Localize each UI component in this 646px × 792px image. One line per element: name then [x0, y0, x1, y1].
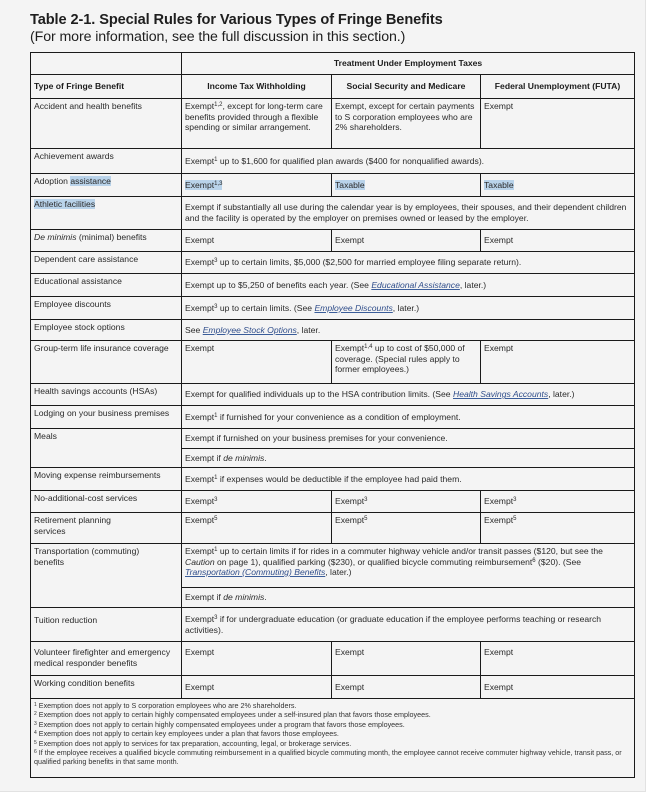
futa-cell: Exempt — [481, 642, 635, 676]
all-taxes-cell: See Employee Stock Options, later. — [182, 320, 635, 341]
benefit-name: Achievement awards — [31, 149, 182, 174]
educational-assistance-link[interactable]: Educational Assistance — [371, 279, 460, 290]
table-row — [31, 608, 635, 642]
table-row — [31, 297, 635, 320]
income-tax-cell: Exempt — [182, 642, 332, 676]
selected-text[interactable]: assistance — [70, 176, 111, 186]
employee-discounts-link[interactable]: Employee Discounts — [314, 302, 393, 313]
benefit-name: Employee discounts — [31, 297, 182, 320]
all-taxes-cell: Exempt if de minimis. — [182, 449, 635, 468]
all-taxes-cell: Exempt$^1$ up to $1,600 for qualified plan awards ($400 for nonqualified awards). — [182, 149, 635, 174]
blank-header-cell — [31, 53, 182, 75]
selected-text[interactable]: Taxable — [335, 179, 365, 190]
table-row — [31, 429, 635, 449]
ss-medicare-cell: Exempt, except for certain payments to S corporation employees who are 2% shareholders. — [332, 99, 481, 149]
all-taxes-cell: Exempt$^1$ if expenses would be deductible if the employee had paid them. — [182, 468, 635, 491]
table-row — [31, 274, 635, 297]
ss-medicare-cell: Exempt$^{1,4}$ up to cost of $50,000 of coverage. (Special rules apply to former employees.) — [332, 341, 481, 384]
futa-cell: Exempt — [481, 230, 635, 252]
col-header-income-tax: Income Tax Withholding — [182, 75, 332, 99]
table-row — [31, 406, 635, 429]
table-row — [31, 384, 635, 406]
benefit-name: Group-term life insurance coverage — [31, 341, 182, 384]
table-title: Table 2-1. Special Rules for Various Types of Fringe Benefits — [30, 12, 443, 28]
benefit-name: Dependent care assistance — [31, 252, 182, 274]
table-row — [31, 149, 635, 174]
futa-cell: Exempt — [481, 99, 635, 149]
table-row — [31, 544, 635, 588]
table-subtitle: (For more information, see the full discussion in this section.) — [30, 29, 406, 45]
all-taxes-cell: Exempt$^3$ up to certain limits, $5,000 ($2,500 for married employee filing separate return). — [182, 252, 635, 274]
ss-medicare-cell: Exempt — [332, 230, 481, 252]
income-tax-cell: Exempt — [182, 676, 332, 699]
footnote: $^6$ If the employee receives a qualified bicycle commuting reimbursement in a qualified bicycle commuting month, the employee cannot receive commuter highway vehicle, transit pass, or qualified parking benefits in that same month. — [34, 748, 622, 767]
benefit-name: Transportation (commuting) benefits — [31, 544, 182, 608]
income-tax-cell: Exempt$^{1,2}$, except for long-term care benefits provided through a flexible spending or similar arrangement. — [182, 99, 332, 149]
table-row — [31, 491, 635, 513]
all-taxes-cell: Exempt$^1$ if furnished for your convenience as a condition of employment. — [182, 406, 635, 429]
all-taxes-cell: Exempt if substantially all use during the calendar year is by employees, their spouses, and their dependent children and the facility is operated by the employer on premises owned or leased by the employer. — [182, 197, 635, 230]
all-taxes-cell: Exempt$^3$ if for undergraduate education (or graduate education if the employee performs teaching or research activities). — [182, 608, 635, 642]
col-header-ss-medicare: Social Security and Medicare — [332, 75, 481, 99]
footnote: $^4$ Exemption does not apply to certain key employees under a plan that favors those employees. — [34, 729, 339, 739]
table-row — [31, 197, 635, 230]
benefit-name: Educational assistance — [31, 274, 182, 297]
futa-cell: Exempt — [481, 676, 635, 699]
all-taxes-cell: Exempt for qualified individuals up to the HSA contribution limits. (See Health Savings Accounts, later.) — [182, 384, 635, 406]
table-row — [31, 676, 635, 699]
income-tax-cell: Exempt$^5$ — [182, 513, 332, 544]
ss-medicare-cell: Exempt — [332, 676, 481, 699]
benefit-name: De minimis (minimal) benefits — [31, 230, 182, 252]
ss-medicare-cell: Exempt$^3$ — [332, 491, 481, 513]
group-header-row — [31, 53, 635, 75]
benefit-name: Accident and health benefits — [31, 99, 182, 149]
all-taxes-cell: Exempt up to $5,250 of benefits each year. (See Educational Assistance, later.) — [182, 274, 635, 297]
futa-cell — [481, 174, 635, 197]
benefit-name: No-additional-cost services — [31, 491, 182, 513]
benefit-name: Retirement planning services — [31, 513, 182, 544]
benefit-name: Moving expense reimbursements — [31, 468, 182, 491]
benefit-name: Tuition reduction — [31, 608, 182, 642]
transportation-benefits-link[interactable]: Transportation (Commuting) Benefits — [185, 567, 326, 578]
table-row — [31, 341, 635, 384]
benefit-name: Adoption assistance — [31, 174, 182, 197]
fringe-benefits-table — [30, 52, 635, 778]
footnote: $^5$ Exemption does not apply to services for tax preparation, accounting, legal, or brokerage services. — [34, 738, 352, 748]
footnote: $^1$ Exemption does not apply to S corporation employees who are 2% shareholders. — [34, 701, 297, 710]
table-row — [31, 174, 635, 197]
ss-medicare-cell: Exempt — [332, 642, 481, 676]
table-row — [31, 99, 635, 149]
income-tax-cell: Exempt — [182, 230, 332, 252]
table-row — [31, 320, 635, 341]
benefit-name: Meals — [31, 429, 182, 468]
group-header: Treatment Under Employment Taxes — [182, 53, 635, 75]
all-taxes-cell: Exempt$^1$ up to certain limits if for rides in a commuter highway vehicle and/or transit passes ($120, but see the Caution on page 1), qualified parking ($230), or qualified bicycle commuting reimbursement$^6$ ($20). (See Transportation (Commuting) Benefits, later.) — [182, 544, 635, 588]
futa-cell: Exempt — [481, 341, 635, 384]
income-tax-cell: Exempt$^3$ — [182, 491, 332, 513]
futa-cell: Exempt$^5$ — [481, 513, 635, 544]
benefit-name — [31, 197, 182, 230]
benefit-name: Working condition benefits — [31, 676, 182, 699]
health-savings-accounts-link[interactable]: Health Savings Accounts — [452, 389, 549, 400]
benefit-name: Volunteer firefighter and emergency medical responder benefits — [31, 642, 182, 676]
col-header-benefit: Type of Fringe Benefit — [31, 75, 182, 99]
income-tax-cell — [182, 174, 332, 197]
selected-text[interactable]: Taxable — [484, 179, 514, 190]
all-taxes-cell: Exempt$^3$ up to certain limits. (See Employee Discounts, later.) — [182, 297, 635, 320]
footnotes-row — [31, 699, 635, 778]
selected-text[interactable]: Athletic facilities — [34, 199, 96, 209]
income-tax-cell: Exempt — [182, 341, 332, 384]
footnotes-cell — [31, 699, 635, 778]
ss-medicare-cell: Exempt$^5$ — [332, 513, 481, 544]
table-row — [31, 513, 635, 544]
futa-cell: Exempt$^3$ — [481, 491, 635, 513]
footnote: $^2$ Exemption does not apply to certain highly compensated employees under a self-insured plan that favors those employees. — [34, 710, 431, 720]
table-row — [31, 642, 635, 676]
table-row — [31, 468, 635, 491]
table-row — [31, 230, 635, 252]
benefit-name: Employee stock options — [31, 320, 182, 341]
selected-text[interactable]: Exempt$^{1,3}$ — [185, 179, 223, 190]
col-header-futa: Federal Unemployment (FUTA) — [481, 75, 635, 99]
all-taxes-cell: Exempt if furnished on your business premises for your convenience. — [182, 429, 635, 449]
column-header-row — [31, 75, 635, 99]
all-taxes-cell: Exempt if de minimis. — [182, 588, 635, 608]
benefit-name: Lodging on your business premises — [31, 406, 182, 429]
ss-medicare-cell — [332, 174, 481, 197]
benefit-name: Health savings accounts (HSAs) — [31, 384, 182, 406]
employee-stock-options-link[interactable]: Employee Stock Options — [202, 324, 297, 335]
table-row — [31, 252, 635, 274]
footnote: $^3$ Exemption does not apply to certain highly compensated employees under a program that favors those employees. — [34, 719, 405, 729]
